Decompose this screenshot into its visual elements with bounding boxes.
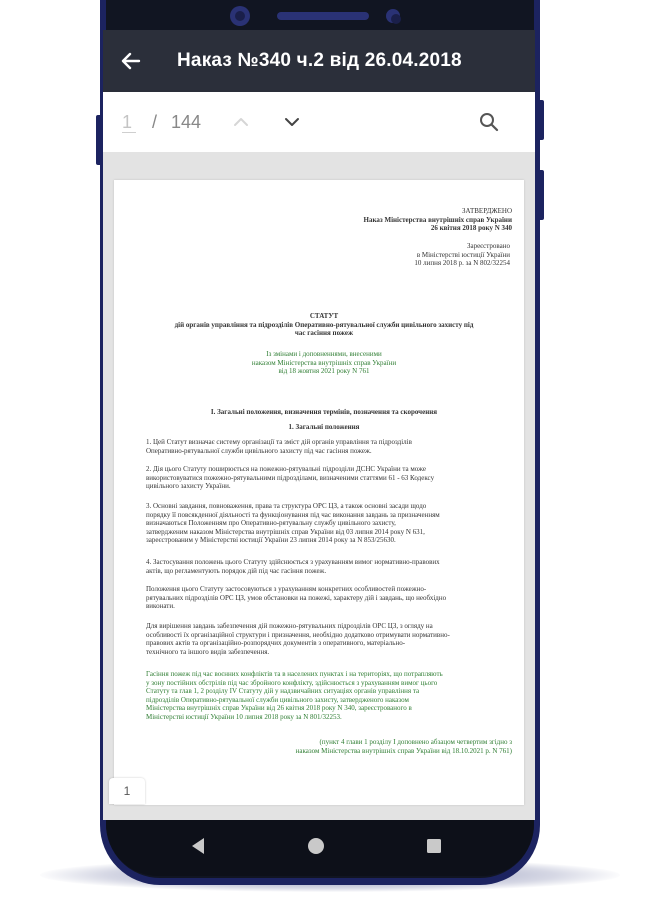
paragraph-4: 4. Застосування положень цього Статуту здійснюється з урахуванням вимог нормативно-правових актів, що регламентують порядок дій під час гасіння пожеж. (146, 558, 440, 575)
search-icon[interactable] (477, 110, 501, 134)
approval-line: 26 квітня 2018 року N 340 (430, 224, 512, 233)
side-button-left (96, 115, 102, 165)
amendment-line[interactable]: Із змінами і доповненнями, внесеними (266, 350, 382, 358)
app-bar (103, 30, 535, 92)
chevron-down-icon[interactable] (280, 110, 304, 134)
pager-toolbar (103, 92, 535, 152)
green-amendment-note: (пункт 4 глави 1 розділу I доповнено абзацом четвертим згідно з наказом Міністерства внутрішніх справ України від 18.10.2021 р. N 761) (295, 738, 512, 755)
paragraph-5: Положення цього Статуту застосовуються з урахуванням конкретних особливостей пожежно- рятувальних підрозділів ОРС ЦЗ, умов обстановки на пожежі, характеру дій і завдань, що необхідно виконати. (146, 585, 447, 611)
document-page (114, 180, 524, 805)
earpiece-speaker (277, 12, 369, 20)
page-number-badge: 1 (109, 778, 145, 804)
statute-subtitle: час гасіння пожеж (294, 329, 354, 338)
statute-heading (134, 312, 514, 338)
section-title: I. Загальні положення, визначення термінів, позначення та скорочення (210, 408, 438, 416)
nav-home-circle-icon[interactable] (302, 832, 330, 860)
paragraph-1: 1. Цей Статут визначає систему організації та зміст дій органів управління та підрозділів Оперативно-рятувальної служби цивільного захисту під час гасіння пожеж. (146, 438, 412, 455)
amendment-note (134, 350, 514, 376)
registration-line: в Міністерстві юстиції України (416, 250, 510, 259)
amendment-line[interactable]: від 18 жовтня 2021 року N 761 (278, 367, 370, 376)
document-viewer[interactable] (103, 152, 535, 820)
registration-block (334, 242, 510, 268)
front-camera-icon (230, 6, 250, 26)
approval-line: Наказ Міністерства внутрішніх справ України (363, 215, 512, 224)
approval-line: ЗАТВЕРДЖЕНО (462, 207, 512, 215)
statute-title: СТАТУТ (309, 312, 339, 320)
arrow-left-icon[interactable] (103, 30, 159, 92)
total-pages: 144 (171, 111, 202, 132)
app-title: Наказ №340 ч.2 від 26.04.2018 (177, 50, 462, 71)
app-screen (103, 30, 535, 820)
approval-block (294, 207, 512, 233)
front-sensor-icon (386, 9, 400, 23)
paragraph-2: 2. Дія цього Статуту поширюється на пожежно-рятувальні підрозділи ДСНС України та може використовуватися пожежно-рятувальними підрозділами, визначеними статтями 61 - 63 Кодексу цивільного захисту України. (146, 465, 435, 491)
system-navigation-bar (106, 820, 534, 876)
chevron-up-icon[interactable] (229, 110, 253, 134)
registration-line: Зареєстровано (466, 242, 510, 250)
registration-line: 10 липня 2018 р. за N 802/32254 (414, 259, 510, 268)
paragraph-3: 3. Основні завдання, повноваження, права та структура ОРС ЦЗ, а також основні засади щодо порядку її повсякденної діяльності та функціонування під час виконання завдань за призначенням визначаються Положенням про Оперативно-рятувальну службу цивільного захисту, затвердженим наказом Міністерства внутрішніх справ України від 03 липня 2014 року N 631, зареєстрованим у Міністерстві юстиції України 23 липня 2014 року за N 853/25630. (146, 502, 440, 545)
amendment-line[interactable]: наказом Міністерства внутрішніх справ України (251, 358, 397, 367)
page-separator: / (152, 111, 158, 132)
green-amendment-paragraph: Гасіння пожеж під час воєнних конфліктів та в населених пунктах і на територіях, що потрапляють у зону постійних обстрілів під час збройного конфлікту, здійснюється з урахуванням вимог цього Статуту та глав 1, 2 розділу IV Статуту дій у надзвичайних ситуаціях органів управління та підрозділів Оперативно-рятувальної служби цивільного захисту, затвердженого наказом Міністерства внутрішніх справ України від 26 квітня 2018 року N 340, зареєстрованого в Міністерстві юстиції України 10 липня 2018 року за N 801/32253. (146, 670, 443, 721)
side-button-right-1 (538, 100, 544, 140)
current-page-input[interactable]: 1 (122, 112, 136, 133)
side-button-right-2 (538, 170, 544, 220)
statute-subtitle: дій органів управління та підрозділів Оперативно-рятувальної служби цивільного захисту під (174, 320, 474, 329)
paragraph-6: Для вирішення завдань забезпечення дій пожежно-рятувальних підрозділів ОРС ЦЗ, з огляду на особливості їх організаційної структури і призначення, необхідно додатково отримувати нормативно- правових актів та організаційно-розпорядчих документів з оперативного, матеріально- технічного та іншого видів забезпечення. (146, 622, 450, 656)
nav-recents-square-icon[interactable] (420, 832, 448, 860)
subsection-title: 1. Загальні положення (288, 423, 360, 431)
nav-back-triangle-icon[interactable] (184, 832, 212, 860)
